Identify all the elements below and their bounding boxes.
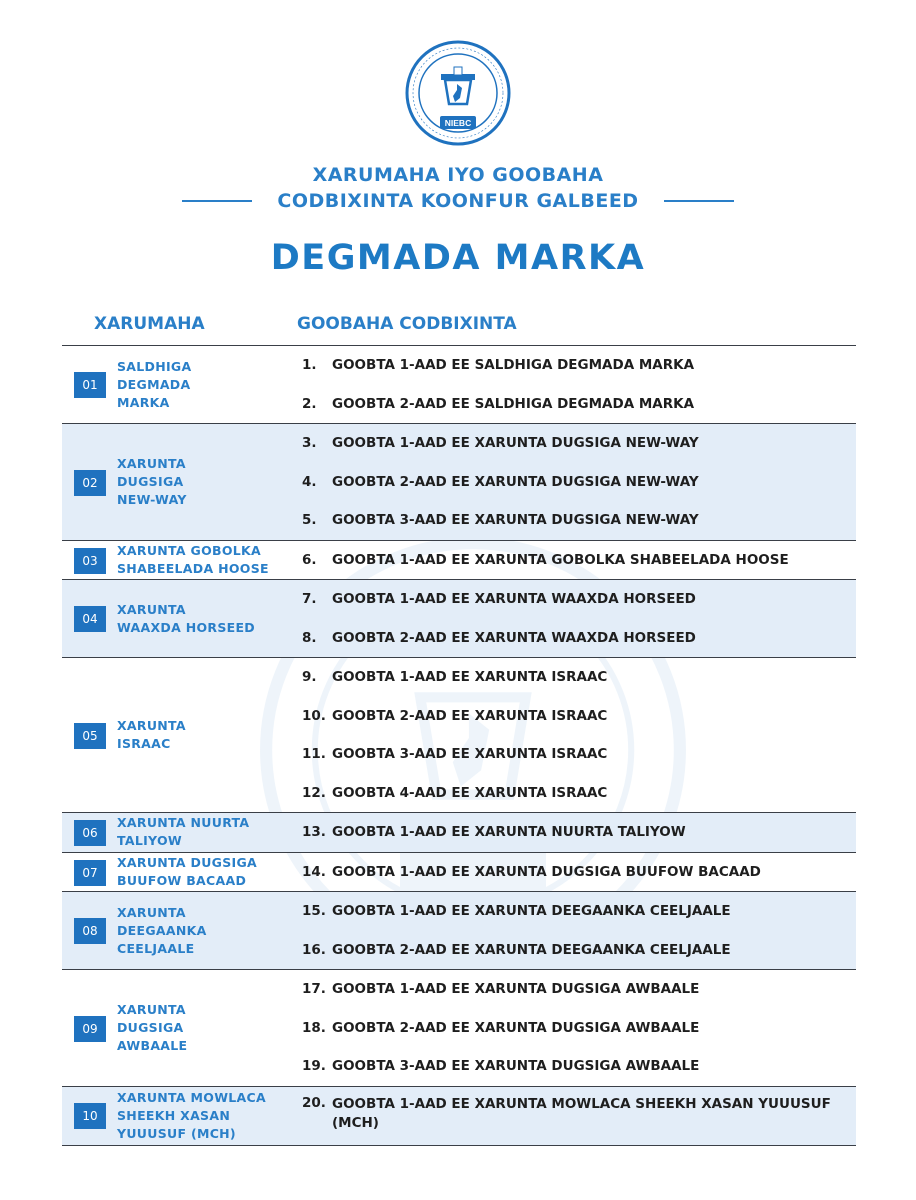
center-group [62,852,856,892]
center-number-badge: 08 [74,918,106,944]
station-list [302,658,856,812]
center-group [62,579,856,657]
center-name-text: XARUNTA WAAXDA HORSEED [117,601,255,635]
station-number: 13. [302,824,326,841]
station-list [302,813,856,852]
station-name: GOOBTA 2-AAD EE XARUNTA DUGSIGA NEW-WAY [332,473,699,490]
station-number: 17. [302,981,326,998]
center-name [117,424,187,540]
station-row [302,463,856,502]
station-row [302,658,856,697]
station-number: 16. [302,941,326,958]
title-rule-right [664,200,734,202]
center-number-badge: 03 [74,548,106,574]
center-number-badge: 05 [74,723,106,749]
center-name-text: XARUNTA MOWLACA SHEEKH XASAN YUUUSUF (MCH) [117,1089,266,1141]
station-name: GOOBTA 1-AAD EE XARUNTA DUGSIGA AWBAALE [332,981,700,998]
center-name-text: XARUNTA NUURTA TALIYOW [117,815,250,849]
station-number: 12. [302,784,326,801]
station-row [302,1009,856,1048]
center-group [62,423,856,540]
station-list [302,853,856,892]
center-name-text: XARUNTA DUGSIGA BUUFOW BACAAD [117,854,258,888]
center-number-badge: 06 [74,820,106,846]
center-number-badge: 04 [74,606,106,632]
table-bottom-rule [62,1145,856,1146]
station-name: GOOBTA 2-AAD EE XARUNTA ISRAAC [332,707,608,724]
polling-table [62,345,856,1146]
center-group [62,345,856,423]
center-name-text: SALDHIGA DEGMADA MARKA [117,358,192,410]
station-name: GOOBTA 1-AAD EE XARUNTA DEEGAANKA CEELJAALE [332,903,731,920]
station-number: 7. [302,591,317,608]
center-name [117,1087,266,1145]
station-row [302,580,856,619]
station-number: 20. [302,1094,326,1111]
station-row [302,970,856,1009]
station-row [302,1087,856,1145]
station-name: GOOBTA 1-AAD EE XARUNTA NUURTA TALIYOW [332,824,686,841]
station-row [302,813,856,852]
center-group [62,891,856,969]
station-name: GOOBTA 1-AAD EE XARUNTA WAAXDA HORSEED [332,591,696,608]
title-line-1: XARUMAHA IYO GOOBAHA [312,164,604,186]
center-group [62,540,856,580]
station-row [302,424,856,463]
station-list [302,892,856,969]
station-number: 11. [302,746,326,763]
station-row [302,697,856,736]
station-name: GOOBTA 2-AAD EE XARUNTA DEEGAANKA CEELJAALE [332,941,731,958]
station-name: GOOBTA 2-AAD EE SALDHIGA DEGMADA MARKA [332,395,695,412]
station-list [302,541,856,580]
center-group [62,812,856,852]
station-name: GOOBTA 4-AAD EE XARUNTA ISRAAC [332,784,608,801]
center-number-badge: 10 [74,1103,106,1129]
center-group [62,657,856,812]
station-number: 8. [302,629,317,646]
station-number: 15. [302,903,326,920]
center-name-text: XARUNTA ISRAAC [117,718,186,751]
station-number: 5. [302,512,317,529]
center-name [117,892,207,969]
station-list [302,424,856,540]
station-row [302,892,856,931]
center-name [117,853,257,892]
center-name [117,541,269,580]
center-name-text: XARUNTA DUGSIGA NEW-WAY [117,455,187,507]
station-number: 19. [302,1058,326,1075]
station-name: GOOBTA 1-AAD EE XARUNTA GOBOLKA SHABEELADA HOOSE [332,551,789,568]
center-number-badge: 07 [74,860,106,886]
station-list [302,970,856,1086]
station-name: GOOBTA 1-AAD EE XARUNTA DUGSIGA NEW-WAY [332,435,699,452]
station-name: GOOBTA 2-AAD EE XARUNTA DUGSIGA AWBAALE [332,1019,700,1036]
station-row [302,541,856,580]
station-row [302,774,856,813]
station-name: GOOBTA 3-AAD EE XARUNTA DUGSIGA AWBAALE [332,1058,700,1075]
logo-acronym: NIEBC [444,118,472,128]
station-row [302,346,856,385]
niebc-logo-icon [405,40,511,146]
station-name: GOOBTA 1-AAD EE XARUNTA MOWLACA SHEEKH XASAN YUUUSUF (MCH) [332,1095,831,1131]
center-number-badge: 02 [74,470,106,496]
center-name [117,813,249,852]
station-number: 4. [302,473,317,490]
station-row [302,1047,856,1086]
center-number-badge: 01 [74,372,106,398]
station-name: GOOBTA 1-AAD EE XARUNTA ISRAAC [332,669,608,686]
station-number: 9. [302,669,317,686]
station-name: GOOBTA 1-AAD EE SALDHIGA DEGMADA MARKA [332,357,695,374]
station-row [302,735,856,774]
station-list [302,580,856,657]
center-name-text: XARUNTA DEEGAANKA CEELJAALE [117,904,207,956]
center-group [62,969,856,1086]
station-name: GOOBTA 3-AAD EE XARUNTA DUGSIGA NEW-WAY [332,512,699,529]
center-name-text: XARUNTA DUGSIGA AWBAALE [117,1001,188,1053]
center-name [117,346,191,423]
center-number-badge: 09 [74,1016,106,1042]
station-number: 2. [302,395,317,412]
station-number: 6. [302,551,317,568]
station-list [302,346,856,423]
station-name: GOOBTA 1-AAD EE XARUNTA DUGSIGA BUUFOW BACAAD [332,863,761,880]
title-line-2: CODBIXINTA KOONFUR GALBEED [277,190,639,212]
column-header-stations: GOOBAHA CODBIXINTA [297,314,517,334]
station-name: GOOBTA 2-AAD EE XARUNTA WAAXDA HORSEED [332,629,696,646]
center-name [117,970,187,1086]
center-name-text: XARUNTA GOBOLKA SHABEELADA HOOSE [117,542,269,576]
station-number: 14. [302,863,326,880]
center-name [117,658,186,812]
center-group [62,1086,856,1145]
station-number: 1. [302,357,317,374]
district-title: DEGMADA MARKA [270,238,646,278]
station-row [302,619,856,658]
station-number: 10. [302,707,326,724]
station-row [302,501,856,540]
column-header-centers: XARUMAHA [94,314,205,334]
station-row [302,931,856,970]
station-row [302,853,856,892]
station-number: 3. [302,435,317,452]
station-list [302,1087,856,1145]
station-name: GOOBTA 3-AAD EE XARUNTA ISRAAC [332,746,608,763]
station-number: 18. [302,1019,326,1036]
center-name [117,580,255,657]
station-row [302,385,856,424]
